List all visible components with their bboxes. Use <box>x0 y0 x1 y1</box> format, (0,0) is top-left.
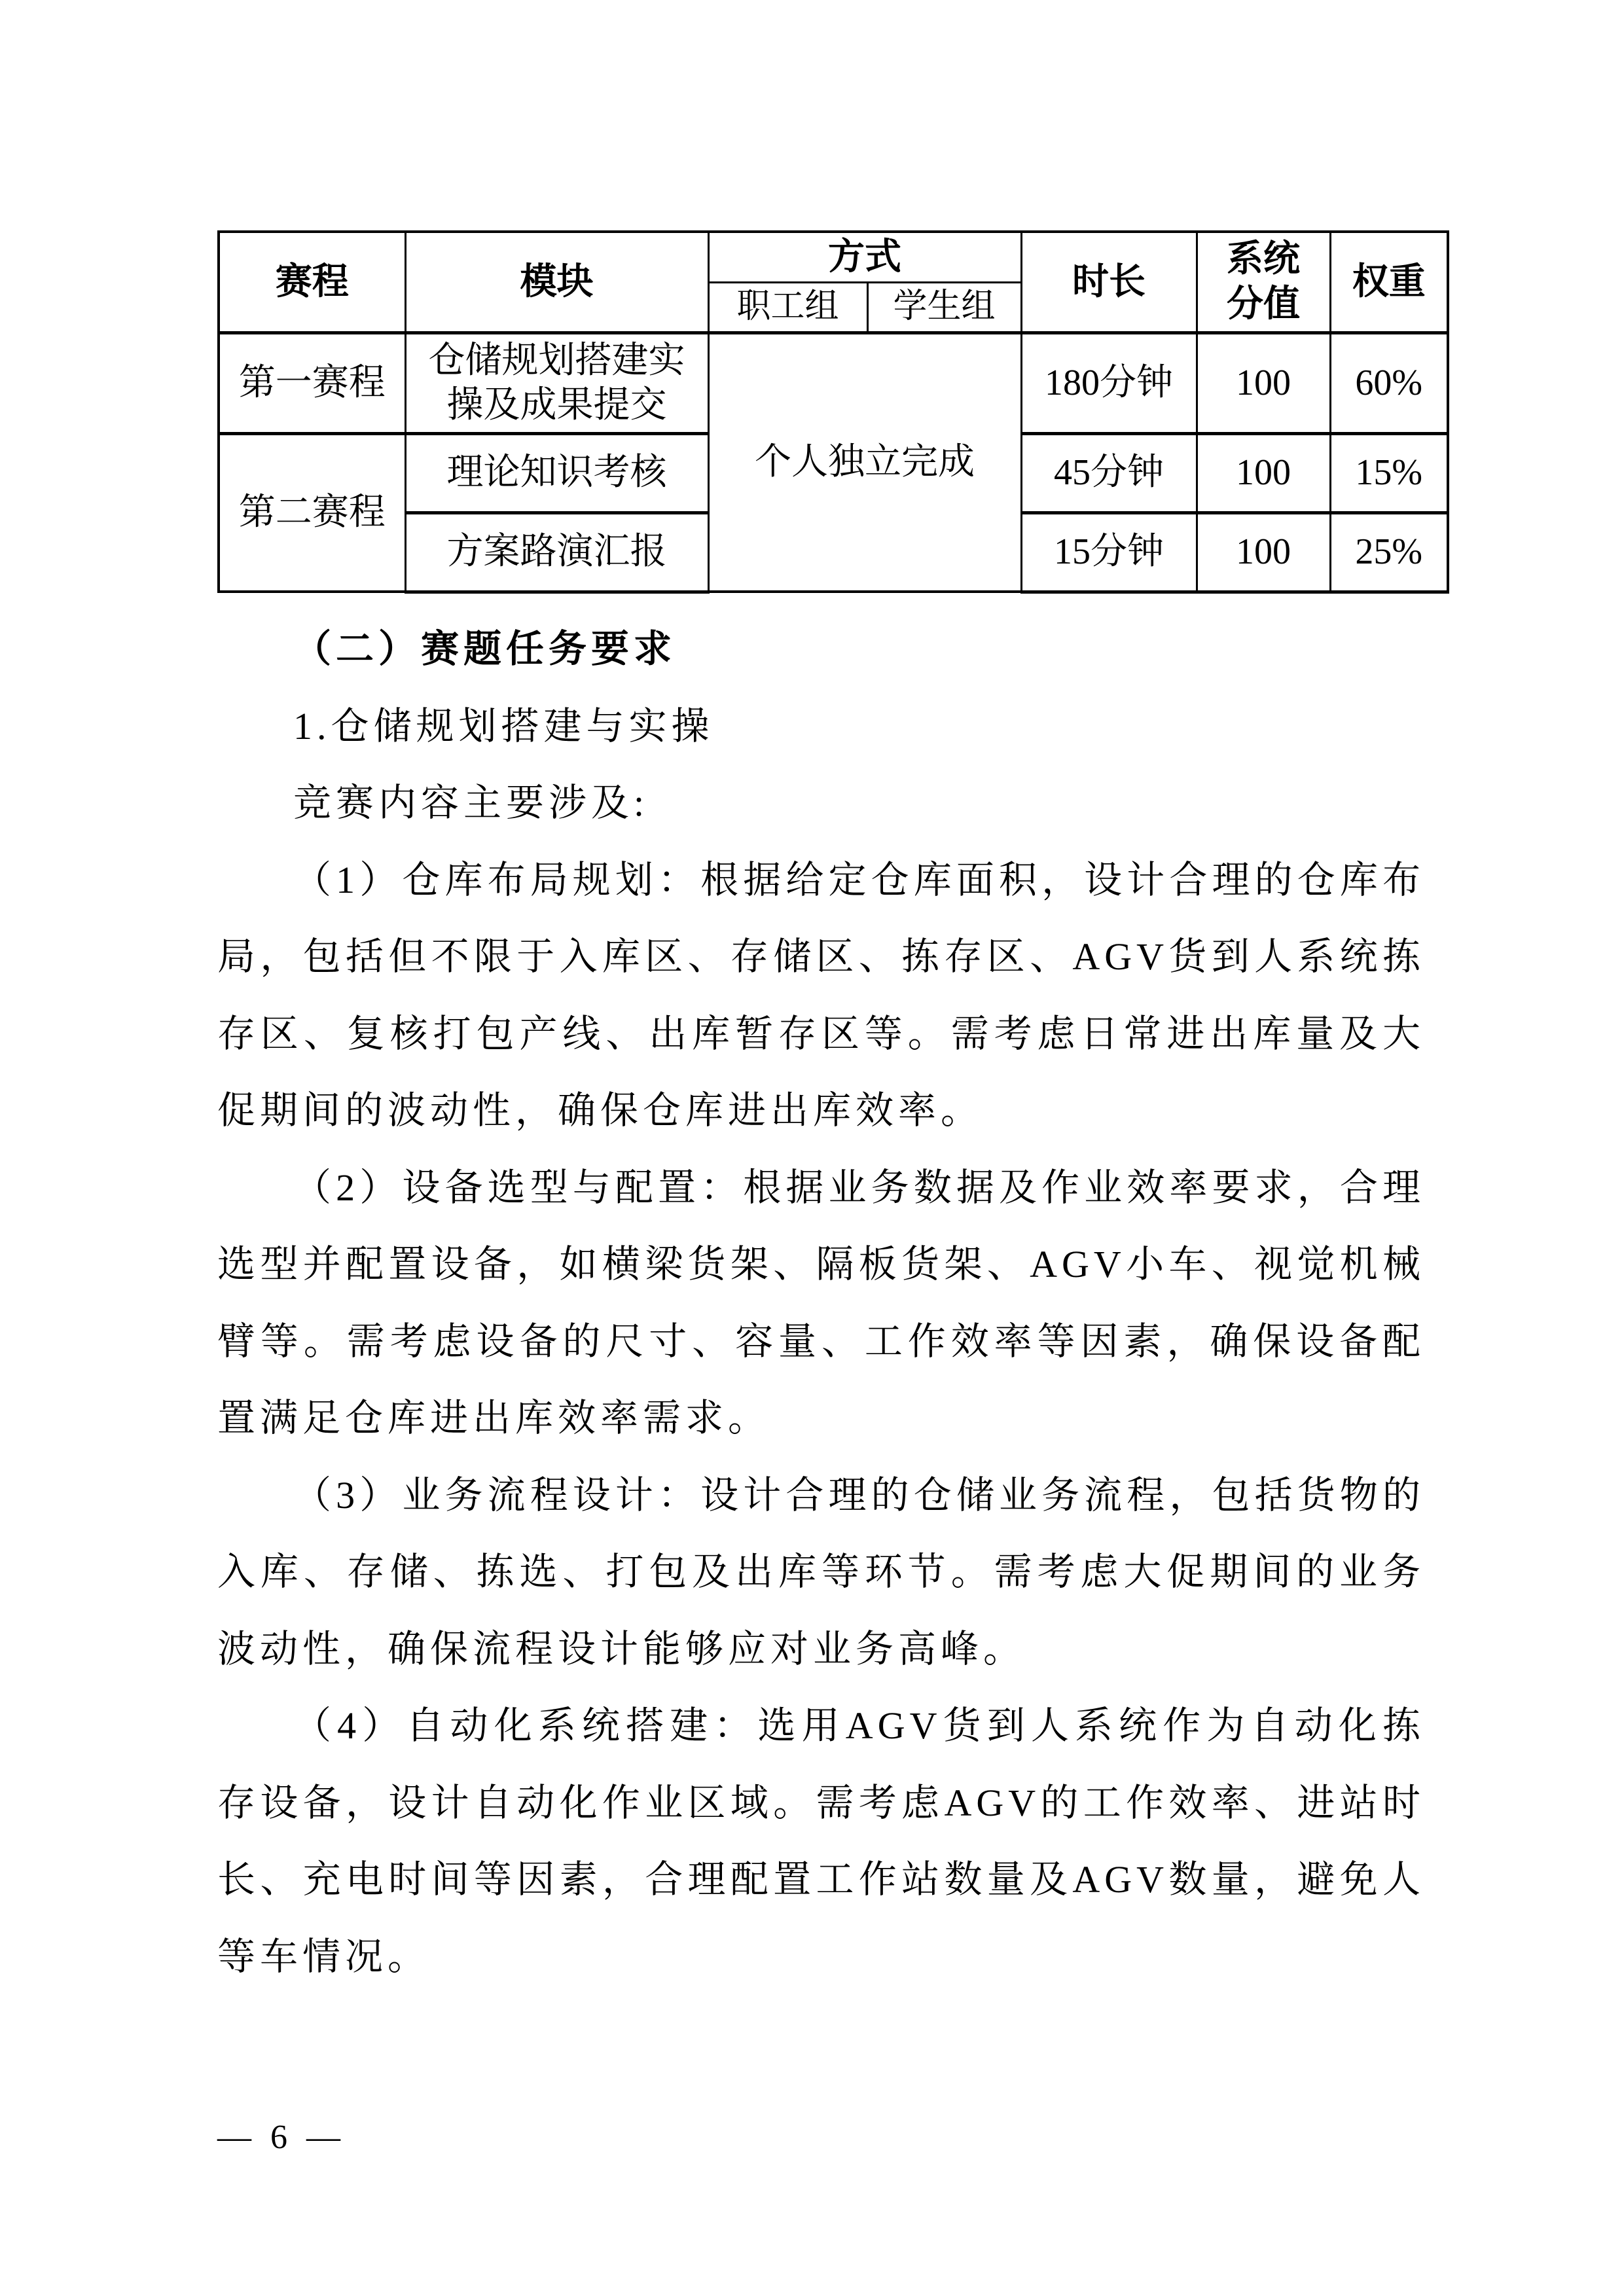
header-cell-module: 模块 <box>405 232 708 332</box>
header-cell-weight: 权重 <box>1330 232 1448 332</box>
cell-method-merged: 个人独立完成 <box>708 332 1021 592</box>
cell-weight-3: 25% <box>1330 512 1448 592</box>
header-cell-student-group: 学生组 <box>867 282 1021 332</box>
cell-duration-3: 15分钟 <box>1021 512 1197 592</box>
cell-round-1: 第一赛程 <box>219 332 405 433</box>
table-row <box>219 332 1448 433</box>
body-text <box>217 611 1425 1995</box>
cell-module-1: 仓储规划搭建实操及成果提交 <box>405 332 708 433</box>
paragraph-3: （3）业务流程设计：设计合理的仓储业务流程，包括货物的入库、存储、拣选、打包及出库等环节。需考虑大促期间的业务波动性，确保流程设计能够应对业务高峰。 <box>217 1473 1425 1670</box>
header-cell-duration: 时长 <box>1021 232 1197 332</box>
header-cell-system-score: 系统分值 <box>1197 232 1330 332</box>
competition-score-table <box>217 230 1449 594</box>
cell-module-2: 理论知识考核 <box>405 433 708 512</box>
cell-round-2: 第二赛程 <box>219 433 405 592</box>
cell-weight-1: 60% <box>1330 332 1448 433</box>
subsection-heading: 1.仓储规划搭建与实操 <box>293 704 714 747</box>
paragraph-1: （1）仓库布局规划：根据给定仓库面积，设计合理的仓库布局，包括但不限于入库区、存储区、拣存区、AGV货到人系统拣存区、复核打包产线、出库暂存区等。需考虑日常进出库量及大促期间的波动性，确保仓库进出库效率。 <box>217 858 1425 1132</box>
section-heading: （二）赛题任务要求 <box>293 628 677 670</box>
cell-score-1: 100 <box>1197 332 1330 433</box>
cell-duration-2: 45分钟 <box>1021 433 1197 512</box>
cell-weight-2: 15% <box>1330 433 1448 512</box>
intro-line: 竞赛内容主要涉及: <box>293 781 649 824</box>
paragraph-4: （4）自动化系统搭建：选用AGV货到人系统作为自动化拣存设备，设计自动化作业区域。需考虑AGV的工作效率、进站时长、充电时间等因素，合理配置工作站数量及AGV数量，避免人等车情况。 <box>217 1704 1425 1978</box>
cell-duration-1: 180分钟 <box>1021 332 1197 433</box>
page-number: — 6 — <box>217 2119 346 2156</box>
cell-score-3: 100 <box>1197 512 1330 592</box>
paragraph-2: （2）设备选型与配置：根据业务数据及作业效率要求，合理选型并配置设备，如横梁货架、隔板货架、AGV小车、视觉机械臂等。需考虑设备的尺寸、容量、工作效率等因素，确保设备配置满足仓库进出库效率需求。 <box>217 1166 1425 1439</box>
header-cell-method: 方式 <box>708 232 1021 282</box>
header-cell-round: 赛程 <box>219 232 405 332</box>
header-cell-staff-group: 职工组 <box>708 282 867 332</box>
cell-module-3: 方案路演汇报 <box>405 512 708 592</box>
cell-score-2: 100 <box>1197 433 1330 512</box>
